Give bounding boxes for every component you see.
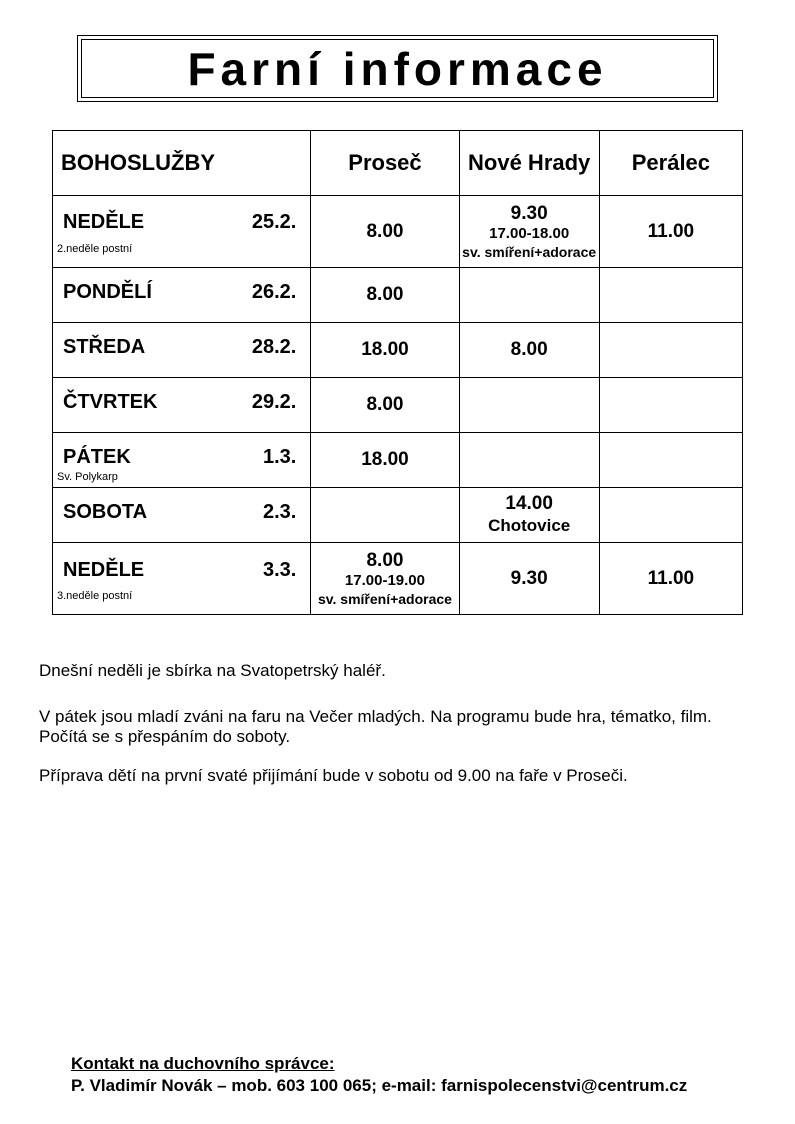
table-header-row bbox=[53, 131, 743, 196]
prosec-cell bbox=[311, 488, 459, 543]
day-name: NEDĚLE bbox=[63, 211, 145, 233]
day-date: 26.2. bbox=[251, 281, 297, 303]
day-date: 29.2. bbox=[251, 391, 297, 413]
nove-hrady-cell bbox=[459, 378, 599, 433]
day-note: Sv. Polykarp bbox=[57, 471, 118, 483]
time: 8.00 bbox=[510, 339, 548, 360]
time: 8.00 bbox=[366, 284, 404, 305]
table-row bbox=[53, 488, 743, 543]
services-table bbox=[52, 130, 743, 615]
nove-hrady-cell bbox=[459, 543, 599, 615]
time: 8.00 bbox=[366, 394, 404, 415]
nove-hrady-cell bbox=[459, 488, 599, 543]
time: 11.00 bbox=[647, 567, 695, 589]
title-inner-frame bbox=[81, 39, 714, 98]
time: 14.00 bbox=[505, 493, 553, 514]
notice-collection: Dnešní neděli je sbírka na Svatopetrský haléř. bbox=[39, 661, 386, 680]
header-services: BOHOSLUŽBY bbox=[53, 131, 311, 196]
peralec-cell bbox=[599, 196, 742, 268]
table-row bbox=[53, 323, 743, 378]
day-name: PONDĚLÍ bbox=[63, 281, 152, 303]
time-range: 17.00-19.00 bbox=[344, 571, 425, 589]
header-nove-hrady: Nové Hrady bbox=[459, 131, 599, 196]
day-note: 2.neděle postní bbox=[57, 243, 133, 255]
day-date: 3.3. bbox=[263, 559, 297, 581]
peralec-cell bbox=[599, 488, 742, 543]
prosec-cell bbox=[311, 433, 459, 488]
day-name: PÁTEK bbox=[63, 446, 131, 468]
table-row bbox=[53, 543, 743, 615]
day-name: NEDĚLE bbox=[63, 559, 145, 581]
table-row bbox=[53, 196, 743, 268]
prosec-cell bbox=[311, 378, 459, 433]
time: 18.00 bbox=[361, 339, 409, 360]
table-row bbox=[53, 268, 743, 323]
peralec-cell bbox=[599, 433, 742, 488]
contact-block bbox=[71, 1053, 687, 1097]
time-note: sv. smíření+adorace bbox=[317, 590, 452, 607]
day-date: 28.2. bbox=[251, 336, 297, 358]
contact-details: P. Vladimír Novák – mob. 603 100 065; e-mail: farnispolecenstvi@centrum.cz bbox=[71, 1076, 688, 1095]
day-cell bbox=[53, 323, 311, 378]
day-name: ČTVRTEK bbox=[63, 391, 158, 413]
day-cell bbox=[53, 196, 311, 268]
header-peralec: Perálec bbox=[599, 131, 742, 196]
day-date: 25.2. bbox=[251, 211, 297, 233]
nove-hrady-cell bbox=[459, 268, 599, 323]
peralec-cell bbox=[599, 378, 742, 433]
day-cell bbox=[53, 378, 311, 433]
notice-youth-evening: V pátek jsou mladí zváni na faru na Večer mladých. Na programu bude hra, tématko, film. Počítá se s přespáním do soboty. bbox=[39, 707, 712, 746]
location: Chotovice bbox=[488, 516, 571, 535]
prosec-cell bbox=[311, 323, 459, 378]
contact-heading: Kontakt na duchovního správce: bbox=[71, 1054, 335, 1073]
day-cell bbox=[53, 488, 311, 543]
time: 18.00 bbox=[361, 449, 409, 470]
peralec-cell bbox=[599, 543, 742, 615]
time: 9.30 bbox=[510, 202, 548, 224]
table-row bbox=[53, 433, 743, 488]
peralec-cell bbox=[599, 323, 742, 378]
day-note: 3.neděle postní bbox=[57, 590, 133, 602]
day-cell bbox=[53, 268, 311, 323]
time: 8.00 bbox=[366, 220, 404, 242]
time-range: 17.00-18.00 bbox=[489, 224, 570, 242]
prosec-cell bbox=[311, 268, 459, 323]
time: 11.00 bbox=[647, 220, 695, 242]
day-date: 2.3. bbox=[263, 501, 297, 523]
table-row bbox=[53, 378, 743, 433]
time-note: sv. smíření+adorace bbox=[462, 243, 597, 260]
day-date: 1.3. bbox=[263, 446, 297, 468]
notice-first-communion: Příprava dětí na první svaté přijímání bude v sobotu od 9.00 na faře v Proseči. bbox=[39, 766, 628, 785]
time: 8.00 bbox=[366, 549, 404, 571]
day-name: STŘEDA bbox=[63, 336, 146, 358]
prosec-cell bbox=[311, 543, 459, 615]
header-prosec: Proseč bbox=[311, 131, 459, 196]
page-title: Farní informace bbox=[187, 42, 608, 95]
day-cell bbox=[53, 543, 311, 615]
day-name: SOBOTA bbox=[63, 501, 148, 523]
peralec-cell bbox=[599, 268, 742, 323]
day-cell bbox=[53, 433, 311, 488]
nove-hrady-cell bbox=[459, 433, 599, 488]
nove-hrady-cell bbox=[459, 323, 599, 378]
nove-hrady-cell bbox=[459, 196, 599, 268]
title-frame bbox=[77, 35, 718, 102]
prosec-cell bbox=[311, 196, 459, 268]
time: 9.30 bbox=[510, 567, 548, 589]
